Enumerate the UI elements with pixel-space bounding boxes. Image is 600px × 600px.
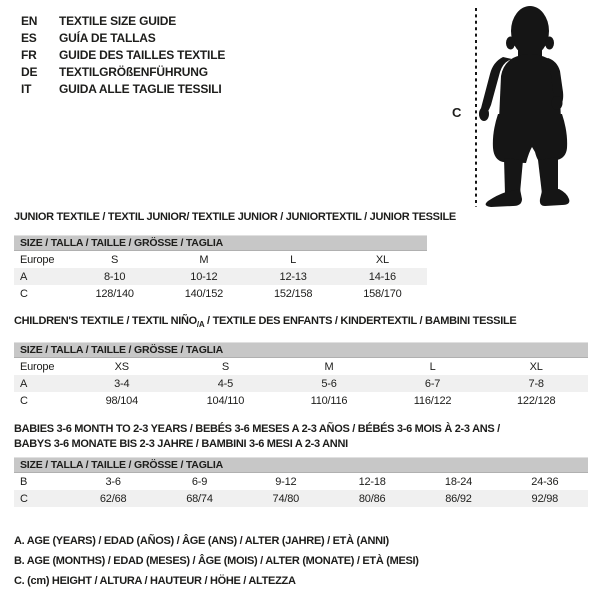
language-label: TEXTILGRÖßENFÜHRUNG [59,65,208,79]
value-cell: 110/116 [310,394,348,407]
section-title-text: CHILDREN'S TEXTILE / TEXTIL NIÑO [14,315,197,327]
value-cell: 18-24 [444,475,473,488]
legend-line: B. AGE (MONTHS) / EDAD (MESES) / ÂGE (MOIS) / ALTER (MONATE) / ETÀ (MESI) [14,555,419,567]
row-label-cell: C [20,394,28,407]
language-row [21,30,225,47]
value-cell: 10-12 [190,270,218,283]
value-cell: 98/104 [105,394,139,407]
value-cell: 24-36 [531,475,559,488]
value-cell: 9-12 [275,475,297,488]
section-title-text: JUNIOR TEXTILE / TEXTIL JUNIOR/ TEXTILE JUNIOR / JUNIORTEXTIL / JUNIOR TESSILE [14,211,456,223]
value-cell: 122/128 [517,394,556,407]
row-label-cell: C [20,287,28,300]
value-cell: 6-7 [424,377,441,390]
toddler-silhouette [479,6,569,207]
value-cell: 80/86 [358,492,386,505]
value-cell: 3-6 [105,475,121,488]
row-label-cell: Europe [20,360,55,373]
section-title [14,210,456,225]
value-cell: XL [375,253,389,266]
size-table [14,473,588,507]
toddler-silhouette-image [465,0,600,215]
legend [14,531,419,591]
language-row [21,47,225,64]
value-cell: M [324,360,334,373]
value-cell: 12-13 [279,270,307,283]
table-row [14,392,588,409]
value-cell: L [290,253,297,266]
height-marker-label: C [452,105,462,120]
row-label-cell: B [20,475,28,488]
value-cell: 92/98 [531,492,559,505]
value-cell: 74/80 [272,492,300,505]
language-code: FR [21,48,37,62]
language-code: IT [21,82,32,96]
legend-line: A. AGE (YEARS) / EDAD (AÑOS) / ÂGE (ANS) / ALTER (JAHRE) / ETÀ (ANNI) [14,535,389,547]
value-cell: 68/74 [186,492,213,505]
language-label: GUIDE DES TAILLES TEXTILE [59,48,226,62]
value-cell: 116/122 [413,394,452,407]
value-cell: 158/170 [363,287,402,300]
section-title [14,314,588,332]
row-label-cell: A [20,377,28,390]
section-title-line [14,314,588,332]
section-title-text: / TEXTILE DES ENFANTS / KINDERTEXTIL / BAMBINI TESSILE [204,315,517,327]
size-header-bar: SIZE / TALLA / TAILLE / GRÖSSE / TAGLIA [14,342,588,358]
language-row [21,64,225,81]
language-row [21,13,225,30]
table-row [14,473,588,490]
row-label-cell: A [20,270,28,283]
value-cell: S [111,253,119,266]
value-cell: 5-6 [321,377,337,390]
size-table [14,358,588,409]
value-cell: 12-18 [358,475,386,488]
section-title-line [14,422,588,437]
table-row [14,251,427,268]
table-row [14,285,427,302]
size-header-bar: SIZE / TALLA / TAILLE / GRÖSSE / TAGLIA [14,457,588,473]
value-cell: XS [114,360,129,373]
size-header-bar: SIZE / TALLA / TAILLE / GRÖSSE / TAGLIA [14,235,427,251]
value-cell: 4-5 [217,377,234,390]
section-title-text: /A [196,320,205,330]
value-cell: 128/140 [95,287,134,300]
value-cell: XL [529,360,543,373]
table-row [14,268,427,285]
section-title-text: BABIES 3-6 MONTH TO 2-3 YEARS / BEBÉS 3-6 MESES A 2-3 AÑOS / BÉBÉS 3-6 MOIS À 2-3 ANS / [14,423,500,435]
value-cell: L [429,360,436,373]
value-cell: 8-10 [104,270,126,283]
language-code: EN [21,14,38,28]
row-label-cell: C [20,492,28,505]
size-section [14,422,588,507]
section-title [14,422,588,452]
value-cell: 7-8 [528,377,544,390]
section-title-line [14,210,456,225]
value-cell: S [221,360,229,373]
size-section [14,314,588,409]
language-row [21,81,225,98]
size-section [14,210,456,302]
language-list [21,13,225,98]
value-cell: 62/68 [99,492,127,505]
section-title-line [14,437,588,452]
value-cell: 86/92 [445,492,472,505]
value-cell: M [199,253,209,266]
size-table [14,251,427,302]
legend-line: C. (cm) HEIGHT / ALTURA / HAUTEUR / HÖHE / ALTEZZA [14,575,296,587]
value-cell: 3-4 [114,377,130,390]
baby-figure [440,0,600,215]
language-label: TEXTILE SIZE GUIDE [59,14,177,28]
table-row [14,490,588,507]
value-cell: 14-16 [368,270,396,283]
language-code: DE [21,65,38,79]
value-cell: 6-9 [191,475,208,488]
value-cell: 104/110 [206,394,245,407]
language-label: GUÍA DE TALLAS [59,31,156,45]
row-label-cell: Europe [20,253,55,266]
value-cell: 140/152 [184,287,224,300]
language-code: ES [21,31,37,45]
table-row [14,375,588,392]
value-cell: 152/158 [273,287,313,300]
section-title-text: BABYS 3-6 MONATE BIS 2-3 JAHRE / BAMBINI 3-6 MESI A 2-3 ANNI [14,438,348,450]
table-row [14,358,588,375]
language-label: GUIDA ALLE TAGLIE TESSILI [59,82,222,96]
